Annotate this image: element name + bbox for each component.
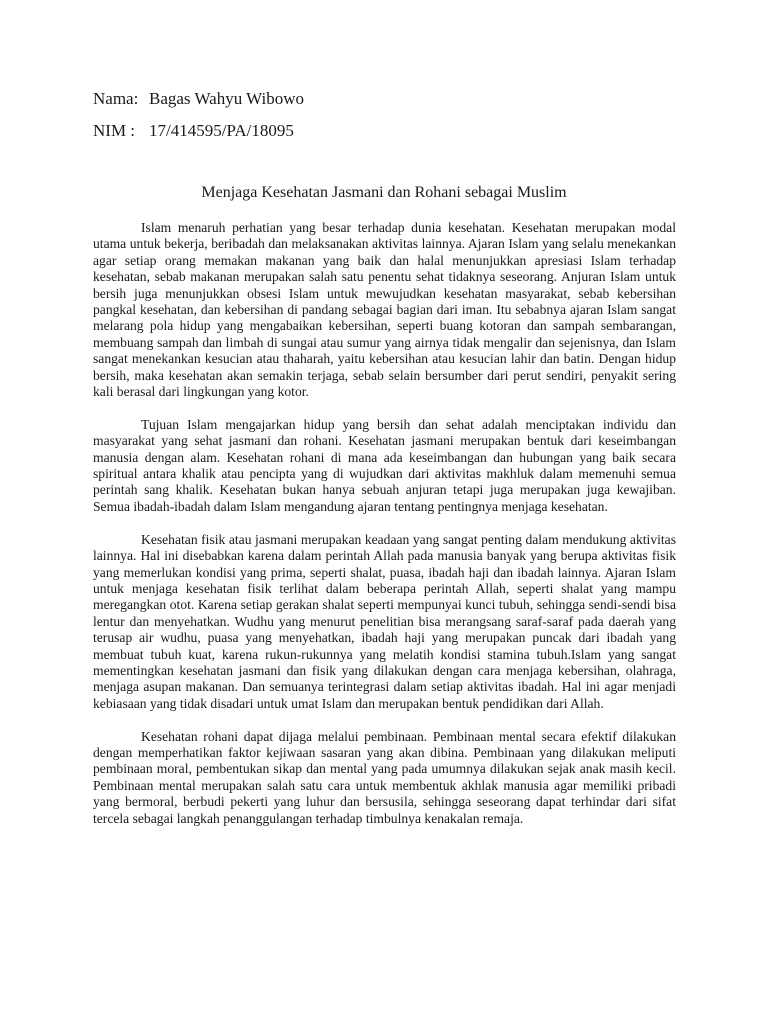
nim-label: NIM : bbox=[93, 121, 136, 140]
student-name: Bagas Wahyu Wibowo bbox=[149, 89, 305, 108]
paragraph: Islam menaruh perhatian yang besar terhadap dunia kesehatan. Kesehatan merupakan modal utama untuk bekerja, beribadah dan melaksanakan aktivitas lainnya. Ajaran Islam yang selalu menekankan agar setiap orang memakan makanan yang baik dan halal menunjukkan apresiasi Islam terhadap kesehatan, sebab makanan merupakan salah satu penentu sehat tidaknya seseorang. Anjuran Islam untuk bersih juga menunjukkan obsesi Islam untuk mewujudkan kesehatan masyarakat, sebab kebersihan pangkal kesehatan, dan kebersihan di pandang sebagai bagian dari iman. Itu sebabnya ajaran Islam sangat melarang pola hidup yang mengabaikan kebersihan, seperti buang kotoran dan sampah sembarangan, membuang sampah dan limbah di sungai atau sumur yang airnya tidak mengalir dan sejenisnya, dan Islam sangat menekankan kesucian atau thaharah, yaitu kebersihan atau kesucian lahir dan batin. Dengan hidup bersih, maka kesehatan akan semakin terjaga, sebab selain bersumber dari perut sendiri, penyakit sering kali berasal dari lingkungan yang kotor. bbox=[93, 220, 676, 400]
student-nim: 17/414595/PA/18095 bbox=[149, 121, 294, 140]
paragraph: Kesehatan rohani dapat dijaga melalui pembinaan. Pembinaan mental secara efektif dilakukan dengan memperhatikan faktor kejiwaan sasaran yang akan dibina. Pembinaan yang dilakukan meliputi pembinaan moral, pembentukan sikap dan mental yang pada umumnya dilakukan sejak anak masih kecil. Pembinaan mental merupakan salah satu cara untuk membentuk akhlak manusia agar memiliki pribadi yang bermoral, berbudi pekerti yang luhur dan bersusila, sehingga seseorang dapat terhindar dari sifat tercela sebagai langkah penanggulangan terhadap timbulnya kenakalan remaja. bbox=[93, 728, 676, 826]
document-title: Menjaga Kesehatan Jasmani dan Rohani sebagai Muslim bbox=[201, 184, 567, 201]
document-body bbox=[93, 220, 676, 843]
paragraph: Tujuan Islam mengajarkan hidup yang bersih dan sehat adalah menciptakan individu dan masyarakat yang sehat jasmani dan rohani. Kesehatan jasmani merupakan bentuk dari keseimbangan manusia dengan alam. Kesehatan rohani di mana ada keseimbangan dan hubungan yang baik secara spiritual antara khalik atau pencipta yang di wujudkan dari aktivitas makhluk dalam memenuhi semua perintah sang khalik. Kesehatan bukan hanya sebuah anjuran tetapi juga merupakan juga kewajiban. Semua ibadah-ibadah dalam Islam mengandung ajaran tentang pentingnya menjaga kesehatan. bbox=[93, 416, 676, 514]
paragraph: Kesehatan fisik atau jasmani merupakan keadaan yang sangat penting dalam mendukung aktivitas lainnya. Hal ini disebabkan karena dalam perintah Allah pada manusia banyak yang berupa aktivitas fisik yang memerlukan kondisi yang prima, seperti shalat, puasa, ibadah haji dan ibadah lainnya. Ajaran Islam untuk menjaga kesehatan fisik terlihat dalam beberapa perintah Allah, seperti shalat yang mampu meregangkan otot. Karena setiap gerakan shalat seperti mempunyai kunci tubuh, sehingga sendi-sendi bisa lentur dan menyehatkan. Wudhu yang menurut penelitian bisa merangsang saraf-saraf pada daerah yang terusap air wudhu, puasa yang menyehatkan, ibadah haji yang merupakan puncak dari ibadah yang membuat tubuh kuat, karena rukun-rukunnya yang melatih kondisi stamina tubuh.Islam yang sangat mementingkan kesehatan jasmani dan fisik yang dilakukan dengan cara menjaga kebersihan, olahraga, menjaga asupan makanan. Dan semuanya terintegrasi dalam setiap aktivitas ibadah. Hal ini agar menjadi kebiasaan yang tidak disadari untuk umat Islam dan merupakan bentuk pendidikan dari Allah. bbox=[93, 531, 676, 711]
student-nim-line bbox=[93, 121, 294, 141]
student-name-line bbox=[93, 89, 304, 109]
name-label: Nama: bbox=[93, 89, 139, 108]
